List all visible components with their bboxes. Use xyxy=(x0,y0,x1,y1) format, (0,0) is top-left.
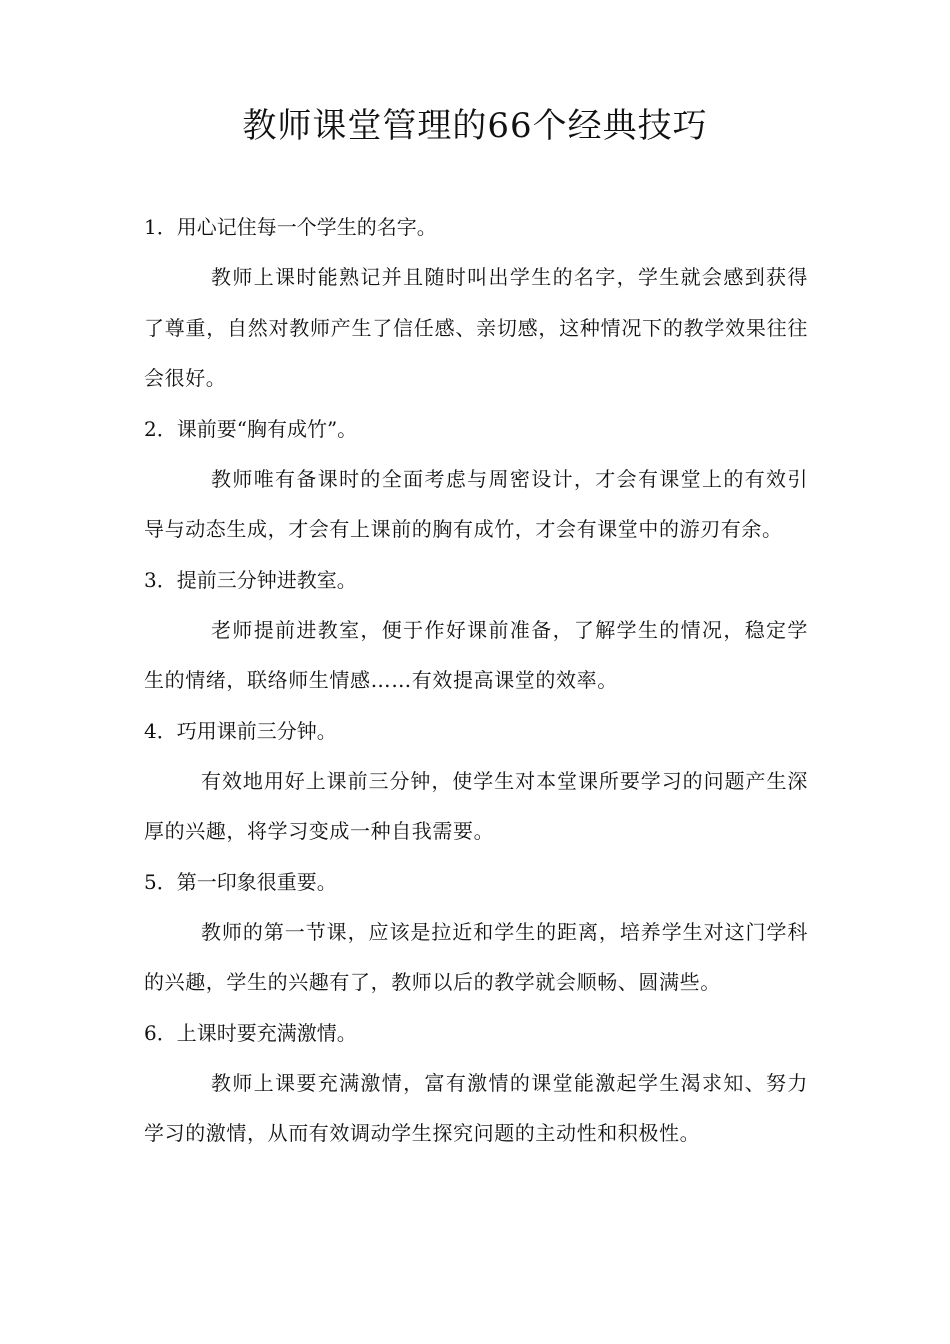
section-heading: 1．用心记住每一个学生的名字。 xyxy=(144,215,437,239)
section-5 xyxy=(144,857,808,1008)
section-paragraph: 教师上课时能熟记并且随时叫出学生的名字，学生就会感到获得了尊重，自然对教师产生了信任感、亲切感，这种情况下的教学效果往往会很好。 xyxy=(144,265,808,390)
section-heading: 2．课前要“胸有成竹”。 xyxy=(144,416,358,441)
section-paragraph: 有效地用好上课前三分钟，使学生对本堂课所要学习的问题产生深厚的兴趣，将学习变成一种自我需要。 xyxy=(144,768,808,843)
section-heading: 3．提前三分钟进教室。 xyxy=(144,567,357,592)
section-paragraph: 老师提前进教室，便于作好课前准备，了解学生的情况，稳定学生的情绪，联络师生情感……有效提高课堂的效率。 xyxy=(144,617,808,692)
section-heading: 6．上课时要充满激情。 xyxy=(144,1020,357,1045)
section-1 xyxy=(144,202,808,404)
section-paragraph: 教师上课要充满激情，富有激情的课堂能激起学生渴求知、努力学习的激情，从而有效调动学生探究问题的主动性和积极性。 xyxy=(144,1070,808,1145)
section-3 xyxy=(144,555,808,706)
section-heading: 5．第一印象很重要。 xyxy=(144,869,337,894)
section-paragraph: 教师唯有备课时的全面考虑与周密设计，才会有课堂上的有效引导与动态生成，才会有上课前的胸有成竹，才会有课堂中的游刃有余。 xyxy=(144,466,808,541)
section-paragraph: 教师的第一节课，应该是拉近和学生的距离，培养学生对这门学科的兴趣，学生的兴趣有了，教师以后的教学就会顺畅、圆满些。 xyxy=(144,919,808,994)
document-body xyxy=(144,202,808,1159)
section-2 xyxy=(144,404,808,555)
section-heading: 4．巧用课前三分钟。 xyxy=(144,718,337,743)
section-4 xyxy=(144,706,808,857)
document-title: 教师课堂管理的66个经典技巧 xyxy=(242,106,708,146)
section-6 xyxy=(144,1008,808,1159)
